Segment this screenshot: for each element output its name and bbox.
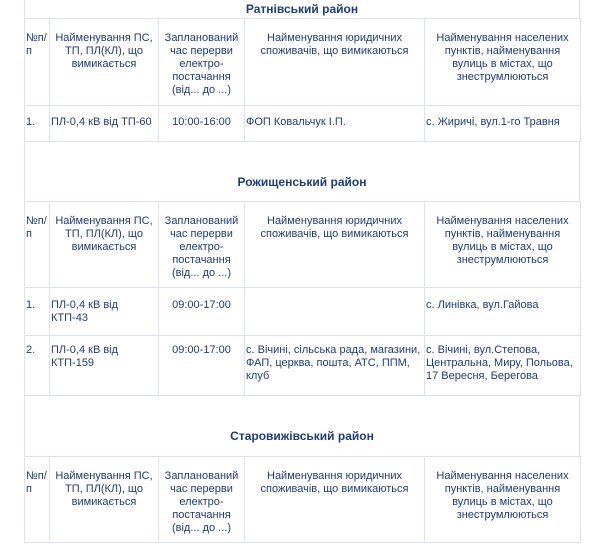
table-row (25, 336, 581, 396)
header-line: Найменування ПС, ТП, ПЛ(КЛ), що вимикається (50, 457, 159, 543)
header-places: Найменування населених пунктів, найменування вулиць в містах, що знеструмлюються (425, 457, 581, 543)
cell-num: 2. (25, 336, 50, 396)
district-table-rozhyshche (24, 201, 581, 396)
header-line: Найменування ПС, ТП, ПЛ(КЛ), що вимикається (50, 202, 159, 288)
header-line: Найменування ПС, ТП, ПЛ(КЛ), що вимикається (50, 19, 159, 106)
cell-places: с. Линівка, вул.Гайова (425, 288, 581, 336)
table-header-row (25, 202, 581, 288)
outage-schedule (24, 0, 580, 543)
cell-line: ПЛ-0,4 кВ від КТП-159 (50, 336, 159, 396)
district-title-rozhyshche: Рожищенський район (24, 142, 580, 201)
cell-places: с. Жиричі, вул.1-го Травня (425, 106, 581, 142)
header-num: №п/п (25, 202, 50, 288)
header-time: Запланований час перерви електро-постачання (від... до ...) (159, 457, 245, 543)
header-time: Запланований час перерви електро-постачання (від... до ...) (159, 202, 245, 288)
cell-time: 10:00-16:00 (159, 106, 245, 142)
cell-legal (245, 288, 425, 336)
cell-num: 1. (25, 288, 50, 336)
header-num: №п/п (25, 19, 50, 106)
cell-time: 09:00-17:00 (159, 336, 245, 396)
header-num: №п/п (25, 457, 50, 543)
cell-places: с. Вічині, вул.Степова, Центральна, Миру, Польова, 17 Вересня, Берегова (425, 336, 581, 396)
cell-line: ПЛ-0,4 кВ від КТП-43 (50, 288, 159, 336)
header-time: Запланований час перерви електро-постачання (від... до ...) (159, 19, 245, 106)
table-row (25, 106, 581, 142)
district-table-ratne (24, 18, 581, 142)
header-legal: Найменування юридичних споживачів, що вимикаються (245, 19, 425, 106)
header-legal: Найменування юридичних споживачів, що вимикаються (245, 202, 425, 288)
cell-legal: ФОП Ковальчук І.П. (245, 106, 425, 142)
table-row (25, 288, 581, 336)
header-places: Найменування населених пунктів, найменування вулиць в містах, що знеструмлюються (425, 202, 581, 288)
cell-time: 09:00-17:00 (159, 288, 245, 336)
district-title-ratne: Ратнівський район (24, 0, 580, 18)
table-header-row (25, 457, 581, 543)
header-legal: Найменування юридичних споживачів, що вимикаються (245, 457, 425, 543)
cell-legal: с. Вічині, сільська рада, магазини, ФАП, церква, пошта, АТС, ППМ, клуб (245, 336, 425, 396)
district-title-stara-vyzhivka: Старовижівський район (24, 396, 580, 456)
district-table-stara-vyzhivka (24, 456, 581, 543)
table-header-row (25, 19, 581, 106)
cell-line: ПЛ-0,4 кВ від ТП-60 (50, 106, 159, 142)
header-places: Найменування населених пунктів, найменування вулиць в містах, що знеструмлюються (425, 19, 581, 106)
cell-num: 1. (25, 106, 50, 142)
